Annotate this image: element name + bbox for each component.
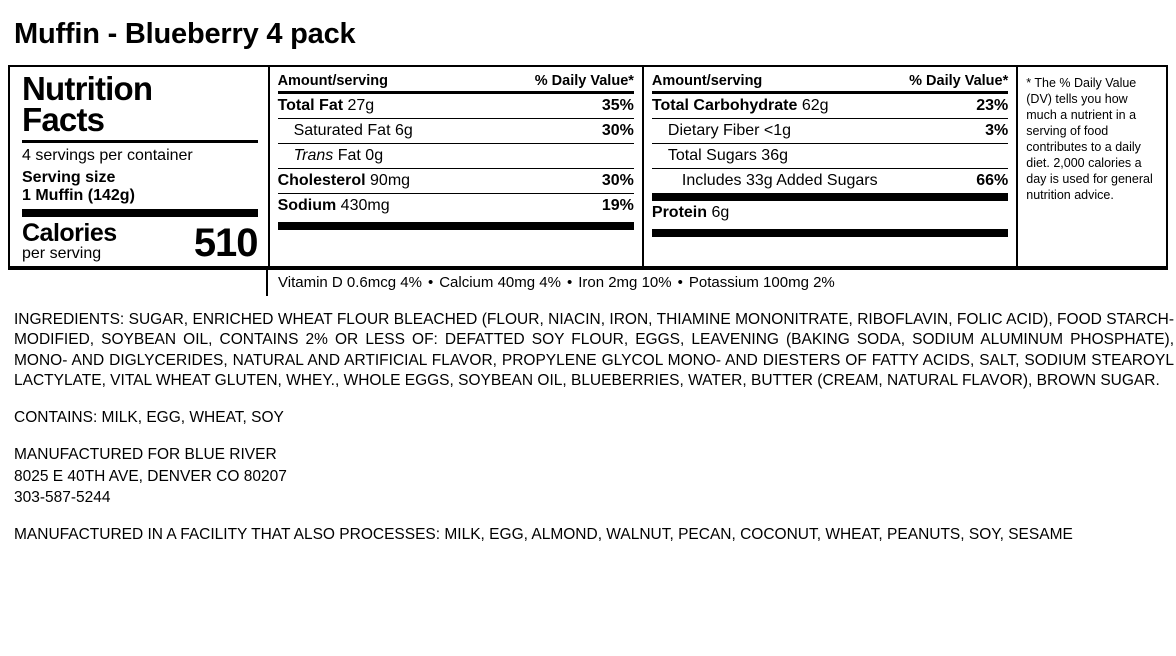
table-row	[652, 118, 1008, 143]
nutrient-dv: 66%	[976, 172, 1009, 189]
divider	[22, 209, 258, 217]
nutrient-amount: 62g	[797, 97, 829, 114]
nutrition-facts-heading-line2: Facts	[22, 101, 105, 139]
table-row	[278, 118, 634, 143]
nutrient-name: Cholesterol	[277, 172, 366, 189]
nutrient-dv: 19%	[601, 197, 634, 214]
micronutrient-item: Vitamin D 0.6mcg 4%	[278, 273, 422, 291]
manufacturer-block	[14, 444, 1168, 508]
calories-sublabel: per serving	[22, 244, 102, 262]
nutrients-header-right	[652, 73, 1008, 91]
micronutrients-list	[266, 270, 1168, 296]
daily-value-header: % Daily Value*	[909, 73, 1009, 89]
nutrient-name: Total Sugars 36g	[667, 147, 788, 164]
table-row	[278, 143, 634, 168]
calories-row	[22, 218, 258, 265]
bullet-icon: •	[566, 273, 573, 291]
serving-size-value: 1 Muffin (142g)	[22, 186, 135, 204]
bullet-icon: •	[427, 273, 434, 291]
nutrient-dv: 30%	[601, 122, 634, 139]
micronutrient-item: Calcium 40mg 4%	[439, 273, 561, 291]
amount-per-serving-header: Amount/serving	[277, 73, 388, 89]
micronutrients-row	[8, 268, 1168, 296]
nutrient-name: Total Carbohydrate	[651, 97, 798, 114]
nutrients-left-column	[268, 67, 642, 266]
table-row	[278, 193, 634, 218]
nutrient-name: Total Fat	[277, 97, 344, 114]
divider	[22, 140, 258, 143]
serving-size-label: Serving size	[22, 168, 116, 186]
micronutrients-spacer	[8, 270, 266, 296]
bullet-icon: •	[677, 273, 683, 291]
nutrient-name: Protein	[651, 204, 708, 221]
servings-per-container: 4 servings per container	[22, 146, 193, 164]
nutrient-name: Sodium	[277, 197, 337, 214]
nutrient-dv: 23%	[976, 97, 1009, 114]
table-row	[278, 91, 634, 118]
calories-label: Calories	[22, 218, 117, 247]
nutrient-name: Dietary Fiber <1g	[667, 122, 792, 139]
nutrition-panel-top	[8, 65, 1168, 268]
nutrient-dv: 3%	[985, 122, 1009, 139]
calories-value: 510	[193, 220, 258, 265]
amount-per-serving-header: Amount/serving	[651, 73, 763, 89]
table-row	[278, 168, 634, 193]
micronutrient-item: Iron 2mg 10%	[578, 273, 672, 291]
nutrition-facts-heading-line1: Nutrition	[22, 70, 153, 107]
nutrient-amount: 90mg	[365, 172, 411, 189]
page-title: Muffin - Blueberry 4 pack	[14, 18, 356, 50]
divider	[278, 222, 634, 230]
divider	[652, 229, 1008, 237]
nutrient-amount: Fat 0g	[337, 147, 384, 164]
nutrition-summary-column	[10, 67, 268, 266]
ingredients-text: INGREDIENTS: SUGAR, ENRICHED WHEAT FLOUR BLEACHED (FLOUR, NIACIN, IRON, THIAMINE MONONITRATE, RIBOFLAVIN, FOLIC ACID), FOOD STARCH-MODIFIED, SOYBEAN OIL, CONTAINS 2% OR LESS OF: DEFATTED SOY FLOUR, EGGS, LEAVENING (BAKING SODA, SODIUM ALUMINUM PHOSPHATE), MONO- AND DIGLYCERIDES, NATURAL AND ARTIFICIAL FLAVOR, PROPYLENE GLYCOL MONO- AND DIESTERS OF FATTY ACIDS, SALT, SODIUM STEAROYL LACTYLATE, VITAL WHEAT GLUTEN, WHEY., WHOLE EGGS, SOYBEAN OIL, BLUEBERRIES, WATER, BUTTER (CREAM, NATURAL FLAVOR), BROWN SUGAR.	[14, 310, 1174, 390]
table-row	[652, 91, 1008, 118]
nutrient-name: Includes 33g Added Sugars	[681, 172, 878, 189]
nutrient-amount: 6g	[707, 204, 730, 221]
nutrients-header-left	[278, 73, 634, 91]
micronutrient-item: Potassium 100mg 2%	[688, 273, 835, 291]
nutrient-amount: 430mg	[336, 197, 390, 214]
nutrients-right-column	[642, 67, 1016, 266]
manufacturer-address: 8025 E 40TH AVE, DENVER CO 80207	[14, 467, 287, 485]
manufacturer-phone: 303-587-5244	[14, 489, 111, 507]
table-row	[652, 193, 1008, 225]
nutrient-dv: 30%	[601, 172, 634, 189]
nutrition-facts-heading	[22, 70, 258, 139]
daily-value-footnote: * The % Daily Value (DV) tells you how much a nutrient in a serving of food contributes to a daily diet. 2,000 calories a day is used for general nutrition advice.	[1016, 67, 1166, 266]
nutrient-dv: 35%	[601, 97, 634, 114]
table-row	[652, 143, 1008, 168]
nutrition-facts-panel	[8, 65, 1168, 296]
nutrient-name: Saturated Fat 6g	[293, 122, 413, 139]
manufacturer-name: MANUFACTURED FOR BLUE RIVER	[14, 446, 277, 464]
nutrient-name-italic: Trans	[293, 147, 334, 164]
daily-value-header: % Daily Value*	[534, 73, 634, 89]
nutrient-amount: 27g	[343, 97, 375, 114]
facility-allergen-statement: MANUFACTURED IN A FACILITY THAT ALSO PROCESSES: MILK, EGG, ALMOND, WALNUT, PECAN, COCONUT, WHEAT, PEANUTS, SOY, SESAME	[14, 525, 1073, 543]
table-row	[652, 168, 1008, 193]
contains-statement: CONTAINS: MILK, EGG, WHEAT, SOY	[14, 408, 284, 426]
